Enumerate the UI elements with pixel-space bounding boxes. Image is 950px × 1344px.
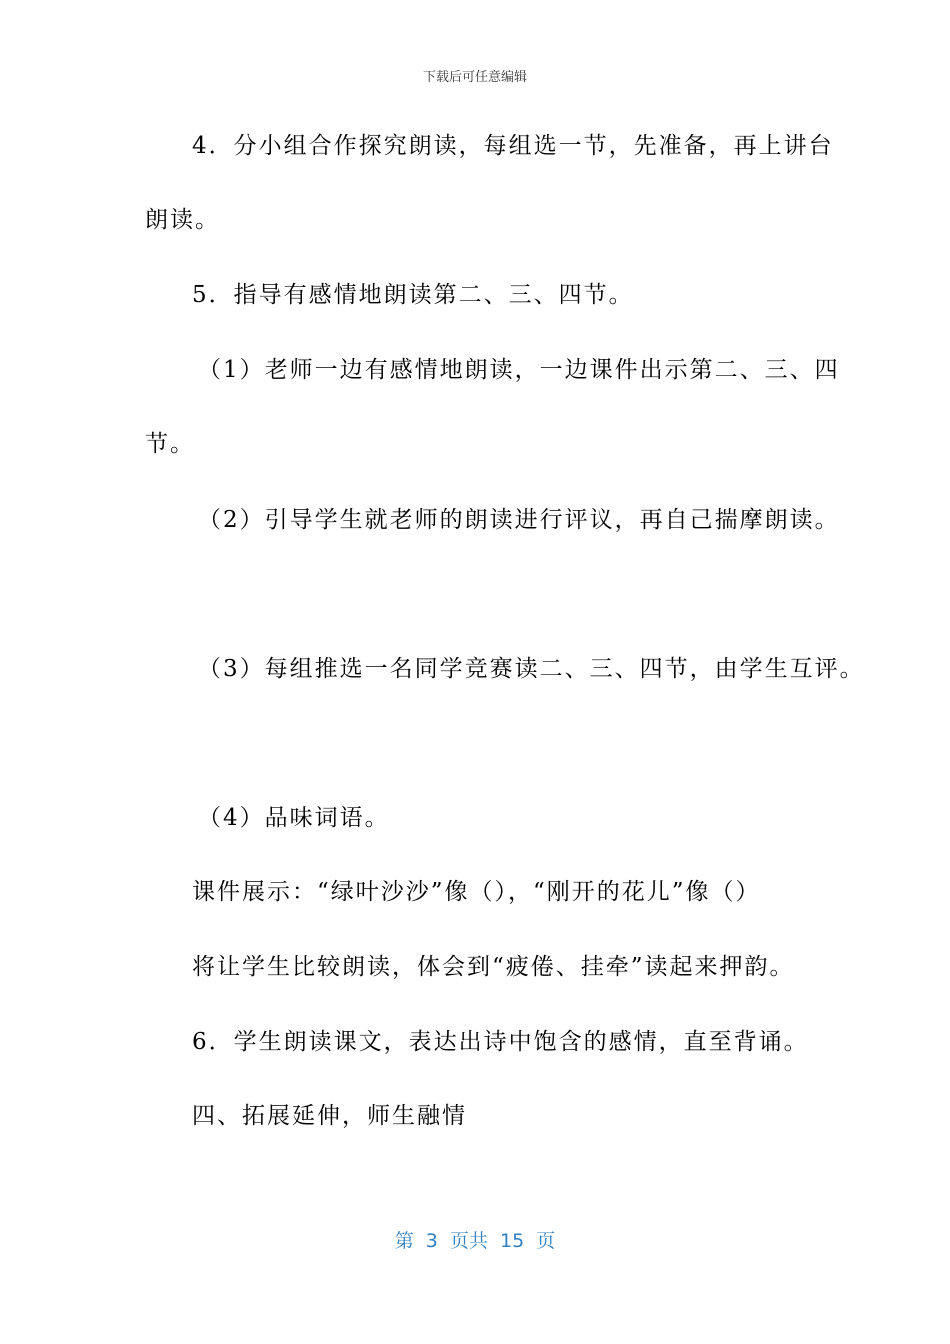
paragraph-line: （2）引导学生就老师的朗读进行评议，再自己揣摩朗读。 (198, 507, 840, 533)
paragraph-line: 节。 (145, 431, 195, 457)
paragraph-line: （1）老师一边有感情地朗读，一边课件出示第二、三、四 (198, 357, 840, 383)
paragraph-line: （3）每组推选一名同学竞赛读二、三、四节，由学生互评。 (198, 656, 865, 682)
paragraph-line: 5．指导有感情地朗读第二、三、四节。 (192, 282, 634, 308)
section-heading: 四、拓展延伸，师生融情 (192, 1103, 467, 1129)
paragraph-line: 6．学生朗读课文，表达出诗中饱含的感情，直至背诵。 (192, 1029, 809, 1055)
page-number-footer: 第 3 页共 15 页 (394, 1230, 556, 1252)
page-header-note: 下载后可任意编辑 (422, 70, 527, 85)
paragraph-line: 朗读。 (145, 207, 220, 233)
paragraph-line: 将让学生比较朗读，体会到“疲倦、挂牵”读起来押韵。 (192, 954, 795, 980)
paragraph-line: 4．分小组合作探究朗读，每组选一节，先准备，再上讲台 (192, 133, 834, 159)
paragraph-line: （4）品味词语。 (198, 805, 390, 831)
paragraph-line: 课件展示：“绿叶沙沙”像（），“刚开的花儿”像（） (192, 879, 761, 905)
